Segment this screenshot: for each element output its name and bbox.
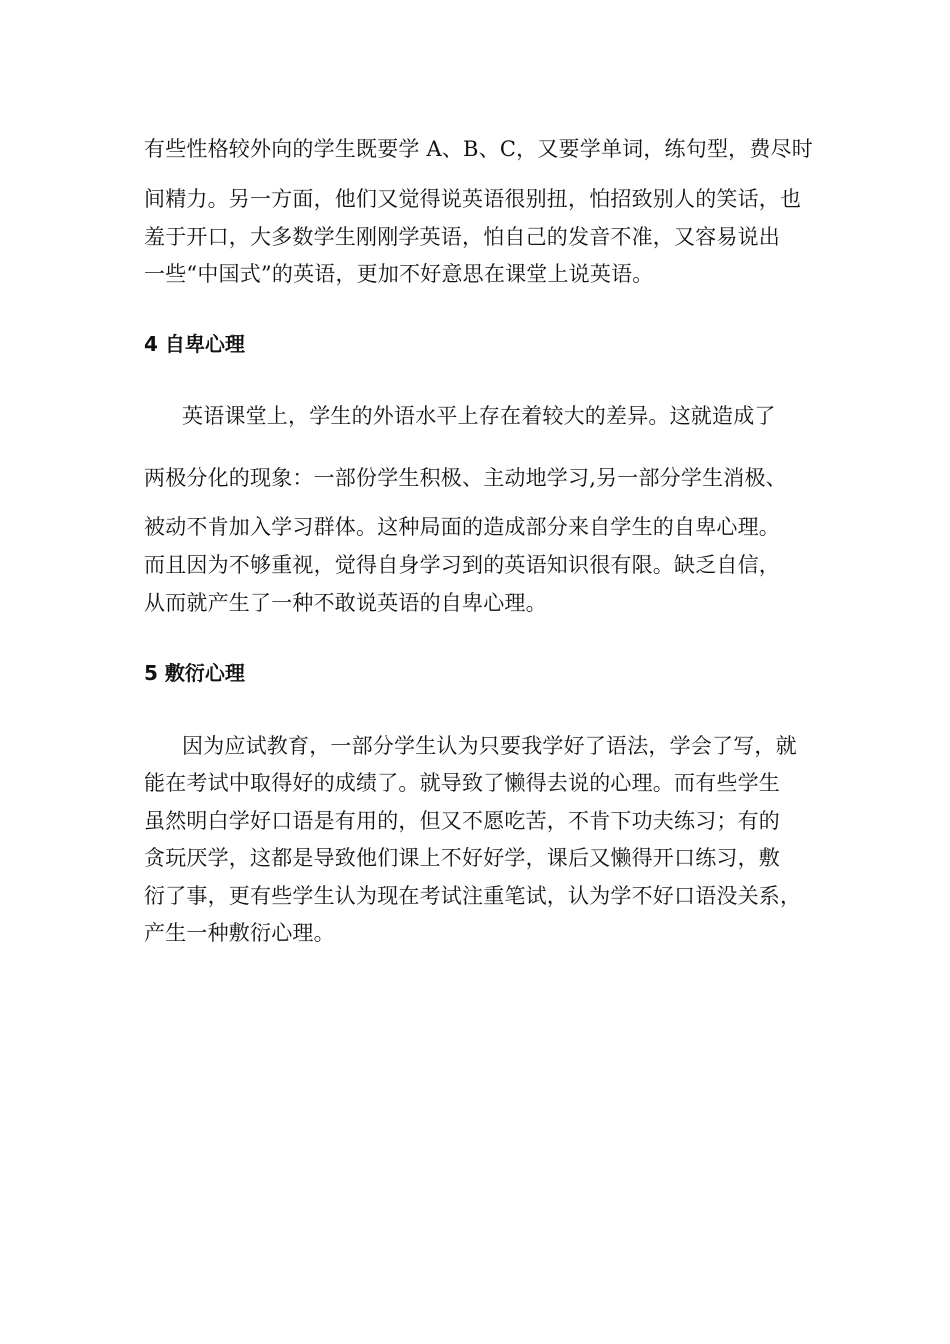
paragraph-line: 虽然明白学好口语是有用的，但又不愿吃苦，不肯下功夫练习；有的	[144, 809, 780, 833]
section-heading-4: 4 自卑心理	[144, 332, 245, 356]
paragraph-line: 因为应试教育，一部分学生认为只要我学好了语法，学会了写，就	[182, 734, 797, 758]
paragraph-line: 间精力。另一方面，他们又觉得说英语很别扭，怕招致别人的笑话，也	[144, 187, 802, 211]
paragraph-line: 两极分化的现象：一部份学生积极、主动地学习,另一部分学生消极、	[144, 466, 787, 490]
paragraph-line: 英语课堂上，学生的外语水平上存在着较大的差异。这就造成了	[182, 404, 776, 428]
paragraph-line: 衍了事，更有些学生认为现在考试注重笔试，认为学不好口语没关系，	[144, 884, 802, 908]
paragraph-line: 一些“中国式”的英语，更加不好意思在课堂上说英语。	[144, 262, 654, 286]
paragraph-line: 产生一种敷衍心理。	[144, 921, 335, 945]
section-heading-5: 5 敷衍心理	[144, 661, 245, 685]
paragraph-line: 贪玩厌学，这都是导致他们课上不好好学，课后又懒得开口练习，敷	[144, 846, 780, 870]
paragraph-line: 被动不肯加入学习群体。这种局面的造成部分来自学生的自卑心理。	[144, 515, 780, 539]
paragraph-line: 能在考试中取得好的成绩了。就导致了懒得去说的心理。而有些学生	[144, 771, 780, 795]
paragraph-line: 从而就产生了一种不敢说英语的自卑心理。	[144, 591, 547, 615]
paragraph-line: 羞于开口，大多数学生刚刚学英语，怕自己的发音不准，又容易说出	[144, 225, 780, 249]
paragraph-line: 有些性格较外向的学生既要学 A、B、C，又要学单词，练句型，费尽时	[144, 137, 813, 161]
paragraph-line: 而且因为不够重视，觉得自身学习到的英语知识很有限。缺乏自信，	[144, 553, 780, 577]
